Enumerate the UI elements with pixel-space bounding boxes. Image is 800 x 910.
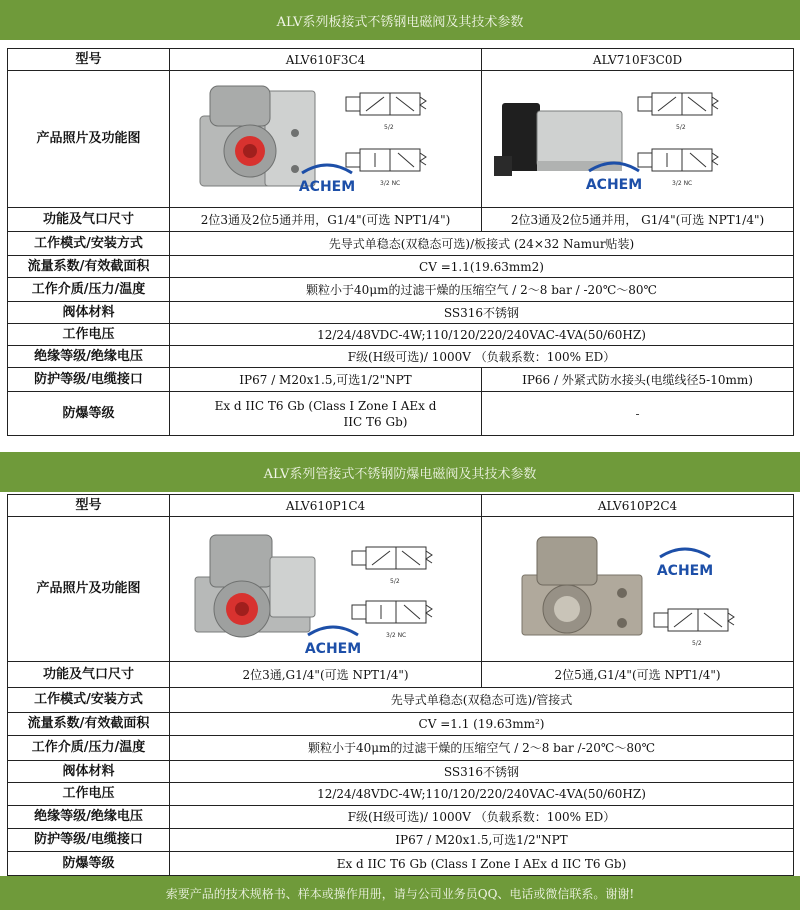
- cell-value: IP67 / M20x1.5,可选1/2"NPT: [170, 829, 794, 852]
- table-row: [8, 829, 794, 852]
- symbol-label: 5/2: [692, 640, 702, 647]
- row-label: 阀体材料: [8, 302, 170, 324]
- table-row: [8, 324, 794, 346]
- table-row: [8, 368, 794, 392]
- symbol-3-2-nc: [346, 149, 426, 187]
- row-label: 功能及气口尺寸: [8, 662, 170, 688]
- cell-value: IP66 / 外紧式防水接头(电缆线径5-10mm): [482, 368, 794, 392]
- valve-photo: [200, 86, 315, 186]
- cell-value: 12/24/48VDC-4W;110/120/220/240VAC-4VA(50/60HZ): [170, 324, 794, 346]
- row-label: 流量系数/有效截面积: [8, 256, 170, 278]
- valve-photo: [522, 537, 642, 635]
- cell-value: CV =1.1 (19.63mm²): [170, 713, 794, 736]
- achem-logo: [657, 549, 713, 579]
- row-label: 工作模式/安装方式: [8, 232, 170, 256]
- symbol-5-2: [346, 93, 426, 131]
- section1-spec-table: [7, 48, 794, 436]
- table-row: [8, 662, 794, 688]
- symbol-5-2: [638, 93, 718, 131]
- cell-value: 12/24/48VDC-4W;110/120/220/240VAC-4VA(50/60HZ): [170, 783, 794, 806]
- row-label: 流量系数/有效截面积: [8, 713, 170, 736]
- cell-value: 先导式单稳态(双稳态可选)/管接式: [170, 688, 794, 713]
- brand-name: ACHEM: [304, 641, 362, 657]
- row-label: 绝缘等级/绝缘电压: [8, 806, 170, 829]
- row-label: 防爆等级: [8, 392, 170, 436]
- cell-value: 颗粒小于40μm的过滤干燥的压缩空气 / 2～8 bar /-20℃～80℃: [170, 736, 794, 761]
- cell-value: 2位3通,G1/4"(可选 NPT1/4"): [170, 662, 482, 688]
- symbol-label: 3/2 NC: [672, 180, 693, 187]
- table-row: [8, 783, 794, 806]
- table-row: [8, 736, 794, 761]
- footer-text: 索要产品的技术规格书、样本或操作用册，请与公司业务员QQ、电话或微信联系。谢谢!: [165, 886, 635, 901]
- cell-value: -: [482, 392, 794, 436]
- cell-value: CV =1.1(19.63mm2): [170, 256, 794, 278]
- section1-banner: [0, 0, 800, 40]
- brand-name: ACHEM: [298, 179, 356, 195]
- row-label: 产品照片及功能图: [8, 517, 170, 662]
- cell-value: [170, 392, 482, 436]
- product-photo-cell: [482, 71, 794, 208]
- explosion-line-1: Ex d IIC T6 Gb (Class I Zone I AEx d: [214, 398, 437, 413]
- achem-logo: [299, 165, 355, 195]
- row-label: 工作电压: [8, 324, 170, 346]
- row-label: 防护等级/电缆接口: [8, 829, 170, 852]
- valve-photo: [195, 535, 315, 637]
- section2-spec-table: [7, 494, 794, 876]
- table-row: [8, 713, 794, 736]
- model-name: ALV610P2C4: [482, 495, 794, 517]
- cell-value: SS316不锈钢: [170, 761, 794, 783]
- model-name: ALV710F3C0D: [482, 49, 794, 71]
- symbol-label: 3/2 NC: [386, 632, 407, 639]
- table-row: [8, 278, 794, 302]
- product-illustration: [170, 71, 482, 207]
- symbol-3-2-nc: [352, 601, 432, 639]
- cell-value: 2位3通及2位5通并用，G1/4"(可选 NPT1/4"): [170, 208, 482, 232]
- symbol-label: 3/2 NC: [380, 180, 401, 187]
- table-row: [8, 517, 794, 662]
- table-row: [8, 71, 794, 208]
- symbol-5-2: [352, 547, 432, 585]
- table-row: [8, 208, 794, 232]
- table-row: [8, 761, 794, 783]
- section2-title: ALV系列管接式不锈钢防爆电磁阀及其技术参数: [263, 466, 537, 482]
- row-label: 功能及气口尺寸: [8, 208, 170, 232]
- table-row: [8, 392, 794, 436]
- cell-value: Ex d IIC T6 Gb (Class I Zone I AEx d IIC T6 Gb): [170, 852, 794, 876]
- row-label: 工作介质/压力/温度: [8, 736, 170, 761]
- row-label: 阀体材料: [8, 761, 170, 783]
- model-name: ALV610F3C4: [170, 49, 482, 71]
- brand-name: ACHEM: [585, 177, 643, 193]
- row-label: 工作电压: [8, 783, 170, 806]
- achem-logo: [305, 627, 361, 657]
- row-label: 工作模式/安装方式: [8, 688, 170, 713]
- row-label: 防护等级/电缆接口: [8, 368, 170, 392]
- product-photo-cell: [482, 517, 794, 662]
- cell-value: IP67 / M20x1.5,可选1/2"NPT: [170, 368, 482, 392]
- product-illustration: [482, 517, 794, 661]
- table-row: [8, 806, 794, 829]
- section2-banner: [0, 452, 800, 492]
- cell-value: 2位3通及2位5通并用， G1/4"(可选 NPT1/4"): [482, 208, 794, 232]
- symbol-3-2-nc: [638, 149, 718, 187]
- product-photo-cell: [170, 71, 482, 208]
- section1-title: ALV系列板接式不锈钢电磁阀及其技术参数: [276, 14, 524, 30]
- symbol-5-2: [654, 609, 734, 647]
- cell-value: 2位5通,G1/4"(可选 NPT1/4"): [482, 662, 794, 688]
- table-row: [8, 302, 794, 324]
- row-label: 防爆等级: [8, 852, 170, 876]
- table-row: [8, 232, 794, 256]
- cell-value: F级(H级可选)/ 1000V （负载系数：100% ED）: [170, 806, 794, 829]
- brand-name: ACHEM: [656, 563, 714, 579]
- table-row: [8, 688, 794, 713]
- product-illustration: [482, 71, 794, 207]
- table-row: [8, 495, 794, 517]
- row-label: 型号: [8, 49, 170, 71]
- row-label: 工作介质/压力/温度: [8, 278, 170, 302]
- table-row: [8, 49, 794, 71]
- product-illustration: [170, 517, 482, 661]
- cell-value: 颗粒小于40μm的过滤干燥的压缩空气 / 2～8 bar / -20℃～80℃: [170, 278, 794, 302]
- explosion-line-2: IIC T6 Gb): [343, 414, 408, 429]
- table-row: [8, 346, 794, 368]
- row-label: 型号: [8, 495, 170, 517]
- symbol-label: 5/2: [676, 124, 686, 131]
- symbol-label: 5/2: [384, 124, 394, 131]
- symbol-label: 5/2: [390, 578, 400, 585]
- footer-contact-bar: [0, 876, 800, 910]
- cell-value: 先导式单稳态(双稳态可选)/板接式 (24×32 Namur贴装): [170, 232, 794, 256]
- model-name: ALV610P1C4: [170, 495, 482, 517]
- cell-value: F级(H级可选)/ 1000V （负载系数：100% ED）: [170, 346, 794, 368]
- row-label: 绝缘等级/绝缘电压: [8, 346, 170, 368]
- table-row: [8, 256, 794, 278]
- row-label: 产品照片及功能图: [8, 71, 170, 208]
- table-row: [8, 852, 794, 876]
- cell-value: SS316不锈钢: [170, 302, 794, 324]
- product-photo-cell: [170, 517, 482, 662]
